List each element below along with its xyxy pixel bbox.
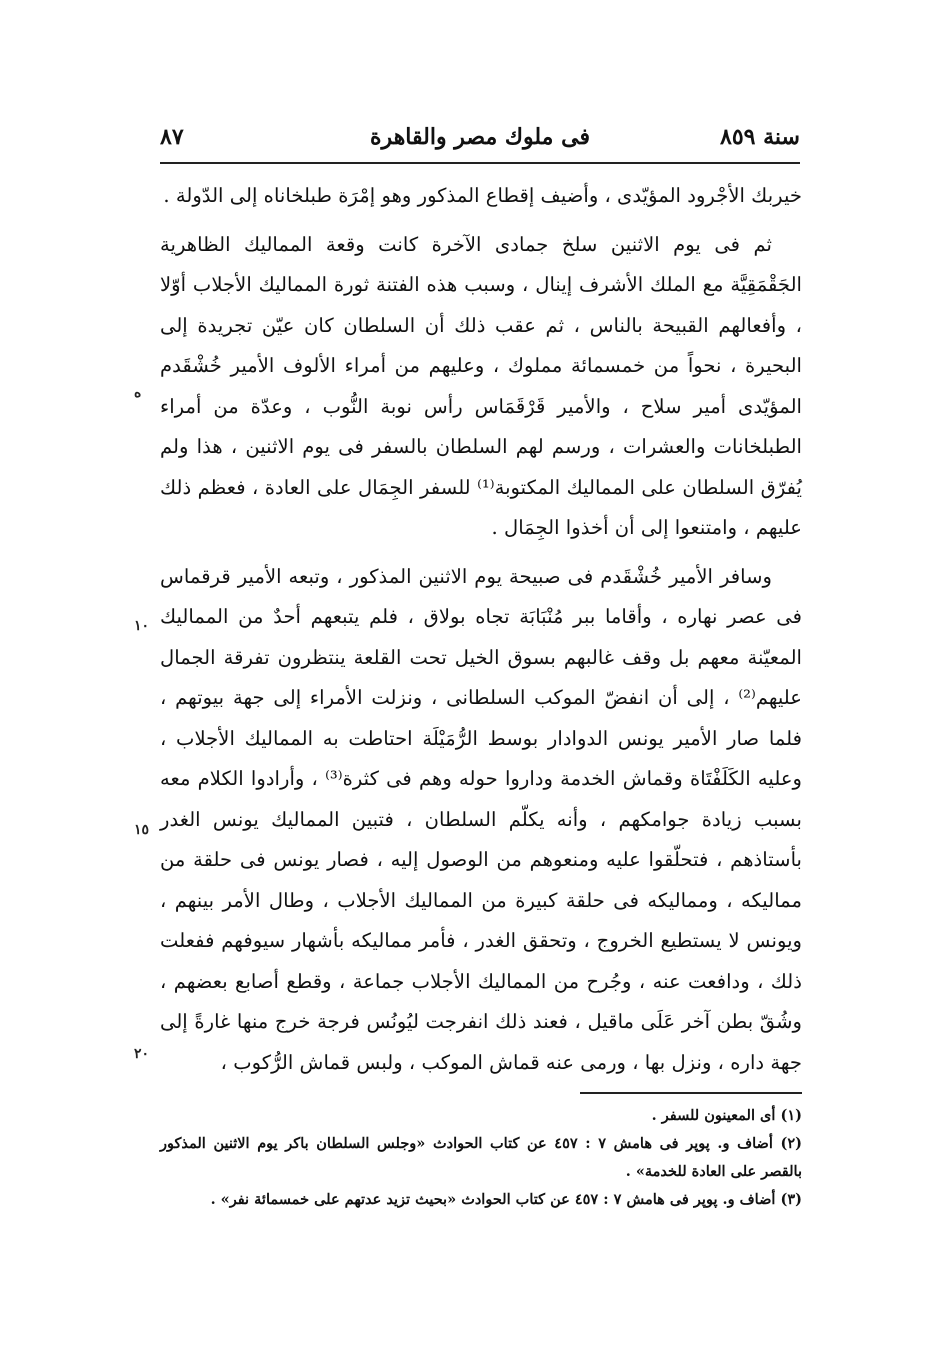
line-marker-20: ٢٠ bbox=[134, 1046, 150, 1062]
header-rule bbox=[160, 162, 800, 164]
footnote-rule bbox=[580, 1092, 802, 1094]
line-marker-15: ١٥ bbox=[134, 822, 150, 838]
header-year: سنة ٨٥٩ bbox=[720, 124, 800, 150]
header-title: فى ملوك مصر والقاهرة bbox=[370, 124, 590, 150]
line-marker-5: ه bbox=[134, 385, 142, 401]
footnote-1: (١) أى المعينون للسفر . bbox=[651, 1107, 802, 1124]
footnote-2: (٢) أضاف و. پوپر فى هامش ٧ : ٤٥٧ عن كتاب الحوادث «وجلس السلطان باكر يوم الاثنين المذكور بالقصر على العادة للخدمة» . bbox=[160, 1135, 803, 1180]
running-header bbox=[160, 118, 800, 162]
page-number: ٨٧ bbox=[160, 124, 184, 150]
footnotes bbox=[160, 1102, 802, 1214]
paragraph-1: خيربك الأجْرود المؤيّدى ، وأضيف إقطاع المذكور وهو إمْرَة طبلخاناه إلى الدّولة . bbox=[163, 184, 802, 207]
paragraph-3: وسافر الأمير خُشْقَدم فى صبيحة يوم الاثنين المذكور ، وتبعه الأمير قرقماس فى عصر نهاره ، وأقاما ببر مُنْبَابَة تجاه بولاق ، فلم يتبعهم أحدٌ من المماليك المعيّنة معهم بل وقف غالبهم بسوق الخيل تحت القلعة ينتظرون تفرقة الجمال عليهم⁽²⁾ ، إلى أن انفضّ الموكب السلطانى ، ونزلت الأمراء إلى جهة بيوتهم ، فلما صار الأمير يونس الدوادار بوسط الرُّمَيْلَة احتاطت به المماليك الأجلاب ، وعليه الكَلَفْتَاة وقماش الخدمة وداروا حوله وهم فى كثرة⁽³⁾ ، وأرادوا الكلام معه بسبب زيادة جوامكهم ، وأنه يكلّم السلطان ، فتبين المماليك يونس الغدر بأستاذهم ، فتحلّقوا عليه ومنعوهم من الوصول إليه ، فصار يونس فى حلقة من مماليكه ، ومماليكه فى حلقة كبيرة من المماليك الأجلاب ، وطال الأمر بينهم ، ويونس لا يستطيع الخروج ، وتحقق الغدر ، فأمر مماليكه بأشهار سيوفهم ففعلت ذلك ، ودافعت عنه ، وجُرح من المماليك الأجلاب جماعة ، وقطع أصابع بعضهم ، وشُقّ بطن آخر عَلَى ماقيل ، فعند ذلك انفرجت ليُونُس فرجة خرج منها غارةً إلى جهة داره ، ونزل بها ، ورمى عنه قماش الموكب ، ولبس قماش الرُّكوب ، bbox=[160, 564, 802, 1074]
line-marker-10: ١٠ bbox=[134, 618, 150, 634]
footnote-3: (٣) أضاف و. پوپر فى هامش ٧ : ٤٥٧ عن كتاب الحوادث «بحيث تزيد عدتهم على خمسمائة نفر» . bbox=[210, 1191, 802, 1208]
paragraph-2: ثم فى يوم الاثنين سلخ جمادى الآخرة كانت وقعة المماليك الظاهرية الجَقْمَقِيَّة مع الملك الأشرف إينال ، وسبب هذه الفتنة ثورة المماليك الأجلاب أوّلا ، وأفعالهم القبيحة بالناس ، ثم عقب ذلك أن السلطان كان عيّن تجريدة إلى البحيرة ، نحواً من خمسمائة مملوك ، وعليهم من أمراء الألوف الأمير خُشْقَدم المؤيّدى أمير سلاح ، والأمير قَرْقَمَاس رأس نوبة النُّوب ، وعدّة من أمراء الطبلخانات والعشرات ، ورسم لهم السلطان بالسفر فى يوم الاثنين ، هذا ولم يُفرّق السلطان على المماليك المكتوبة⁽¹⁾ للسفر الجِمَال على العادة ، فعظم ذلك عليهم ، وامتنعوا إلى أن أخذوا الجِمَال . bbox=[160, 232, 802, 539]
body-text bbox=[160, 176, 802, 1091]
